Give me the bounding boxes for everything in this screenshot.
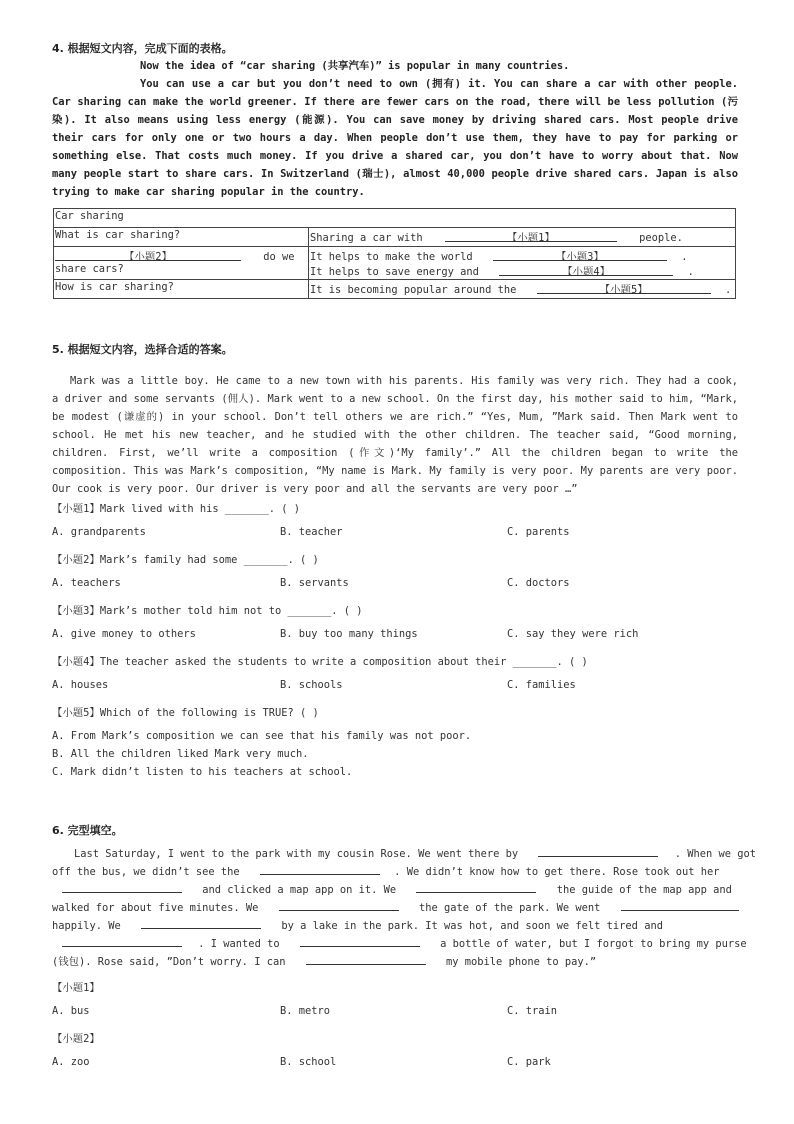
q6-1-option-a[interactable]: A. bus — [52, 1005, 90, 1017]
q6-l3b: the guide of the map app and — [556, 884, 732, 896]
q4-para2: You can use a car but you don’t need to own (拥有) it. You can share a car with other people. Car sharing can make the world greener. If there are fewer cars on the road, there will be less pollution (污染). It also means using less energy (能源). You can save money by driving shared cars. Most people drive their cars for only one or two hours a day. When people don’t use them, they have to pay for parking or something else. That costs much money. If you drive a shared car, you don’t have to worry about that. Now many people start to share cars. In Switzerland (瑞士), almost 40,000 people drive shared cars. Japan is also trying to make car sharing popular in the country. — [52, 78, 738, 198]
q5-passage: Mark was a little boy. He came to a new town with his parents. His family was very rich. They had a cook, a driver and some servants (佣人). Mark went to a new school. On the first day, his mother said to him, “Mark, be modest (谦虚的) in your school. Don’t tell others we are rich.” “Yes, Mum, ”Mark said. Then Mark went to school. He met his new teacher, and he studied with the other children. The teacher said, “Good morning, children. First, we’ll write a composition (作文)‘My family’.” All the children began to write the composition. This was Mark’s composition, “My name is Mark. My family is very poor. My parents are very poor. Our cook is very poor. Our driver is very poor and all the servants are very poor …” — [52, 375, 738, 495]
blank-2[interactable] — [55, 248, 241, 261]
table-title: Car sharing — [54, 209, 736, 228]
cloze-blank-7[interactable] — [141, 917, 261, 929]
q5-3-option-a[interactable]: A. give money to others — [52, 628, 196, 640]
cloze-blank-3[interactable] — [62, 881, 182, 893]
q5-question-4: 【小题4】The teacher asked the students to write a composition about their _______. ( ) — [52, 656, 588, 668]
q4-passage — [52, 57, 738, 201]
cloze-blank-6[interactable] — [621, 899, 739, 911]
q5-question-1: 【小题1】Mark lived with his _______. ( ) — [52, 503, 300, 515]
q6-sub2-label: 【小题2】 — [52, 1033, 100, 1045]
cloze-blank-9[interactable] — [300, 935, 420, 947]
r1-pre: Sharing a car with — [310, 232, 423, 244]
r2-post: do we — [263, 251, 295, 263]
q5-2-option-a[interactable]: A. teachers — [52, 577, 121, 589]
cloze-blank-1[interactable] — [538, 845, 658, 857]
q5-heading: 5. 根据短文内容，选择合适的答案。 — [52, 343, 233, 356]
q4-para1: Now the idea of “car sharing (共享汽车)” is popular in many countries. — [140, 60, 570, 72]
q5-question-5: 【小题5】Which of the following is TRUE? ( ) — [52, 707, 319, 719]
blank-4[interactable] — [499, 263, 673, 276]
q6-1-option-b[interactable]: B. metro — [280, 1005, 331, 1017]
dot-4: . — [687, 266, 694, 278]
q5-5-option-c[interactable]: C. Mark didn’t listen to his teachers at school. — [52, 766, 353, 778]
q5-4-option-c[interactable]: C. families — [507, 679, 576, 691]
r3-pre: It is becoming popular around the — [310, 284, 517, 296]
q6-l3a: and clicked a map app on it. We — [202, 884, 397, 896]
q5-3-option-b[interactable]: B. buy too many things — [280, 628, 418, 640]
table-r1-right — [309, 228, 736, 247]
r2-line2: share cars? — [55, 263, 124, 275]
q6-heading: 6. 完型填空。 — [52, 824, 123, 837]
q6-l5b: by a lake in the park. It was hot, and soon we felt tired and — [281, 920, 663, 932]
q5-5-option-b[interactable]: B. All the children liked Mark very much. — [52, 748, 309, 760]
q6-l2b: . We didn’t know how to get there. Rose took out her — [394, 866, 720, 878]
q6-1-option-c[interactable]: C. train — [507, 1005, 558, 1017]
q5-question-2: 【小题2】Mark’s family had some _______. ( ) — [52, 554, 319, 566]
q5-3-option-c[interactable]: C. say they were rich — [507, 628, 639, 640]
q6-2-option-b[interactable]: B. school — [280, 1056, 337, 1068]
q5-1-option-b[interactable]: B. teacher — [280, 526, 343, 538]
cloze-blank-2[interactable] — [260, 863, 380, 875]
blank-2-label: 【小题2】 — [124, 251, 172, 263]
q6-sub1-label: 【小题1】 — [52, 982, 100, 994]
cloze-blank-10[interactable] — [306, 953, 426, 965]
blank-1-label: 【小题1】 — [506, 232, 555, 244]
r1-post: people. — [639, 232, 683, 244]
table-r1-left: What is car sharing? — [54, 228, 309, 247]
q6-l2a: off the bus, we didn’t see the — [52, 866, 240, 878]
blank-5[interactable] — [537, 281, 711, 294]
cloze-blank-8[interactable] — [62, 935, 182, 947]
dot-3: . — [681, 251, 688, 263]
r2-right1-pre: It helps to make the world — [310, 251, 473, 263]
table-r2-left — [54, 247, 309, 280]
table-r3-right — [309, 280, 736, 299]
car-sharing-table — [53, 208, 736, 299]
q5-2-option-c[interactable]: C. doctors — [507, 577, 570, 589]
cloze-blank-4[interactable] — [416, 881, 536, 893]
q5-question-3: 【小题3】Mark’s mother told him not to _______. ( ) — [52, 605, 363, 617]
q6-l1b: . When we got — [674, 848, 757, 860]
q5-5-option-a[interactable]: A. From Mark’s composition we can see that his family was not poor. — [52, 730, 472, 742]
blank-5-label: 【小题5】 — [599, 284, 648, 296]
q6-l7a: (钱包). Rose said, ”Don’t worry. I can — [52, 956, 286, 968]
r2-right2-pre: It helps to save energy and — [310, 266, 479, 278]
q6-2-option-a[interactable]: A. zoo — [52, 1056, 90, 1068]
blank-4-label: 【小题4】 — [562, 266, 611, 278]
blank-1[interactable] — [445, 229, 617, 242]
q6-l6b: a bottle of water, but I forgot to bring my purse — [440, 938, 747, 950]
q6-2-option-c[interactable]: C. park — [507, 1056, 551, 1068]
q6-l7b: my mobile phone to pay.” — [446, 956, 597, 968]
q5-1-option-a[interactable]: A. grandparents — [52, 526, 146, 538]
q4-heading: 4. 根据短文内容，完成下面的表格。 — [52, 42, 233, 55]
q5-4-option-a[interactable]: A. houses — [52, 679, 109, 691]
dot-5: . — [724, 284, 732, 296]
q5-1-option-c[interactable]: C. parents — [507, 526, 570, 538]
q6-l1a: Last Saturday, I went to the park with my cousin Rose. We went there by — [74, 848, 519, 860]
table-r3-left: How is car sharing? — [54, 280, 309, 299]
q6-passage — [52, 845, 757, 971]
cloze-blank-5[interactable] — [279, 899, 399, 911]
q5-4-option-b[interactable]: B. schools — [280, 679, 343, 691]
q5-2-option-b[interactable]: B. servants — [280, 577, 349, 589]
table-r2-right — [309, 247, 736, 280]
q6-l5a: happily. We — [52, 920, 121, 932]
q6-l6a: . I wanted to — [198, 938, 280, 950]
blank-3[interactable] — [493, 248, 667, 261]
q6-l4b: the gate of the park. We went — [418, 902, 601, 914]
blank-3-label: 【小题3】 — [556, 251, 604, 263]
q6-l4a: walked for about five minutes. We — [52, 902, 259, 914]
